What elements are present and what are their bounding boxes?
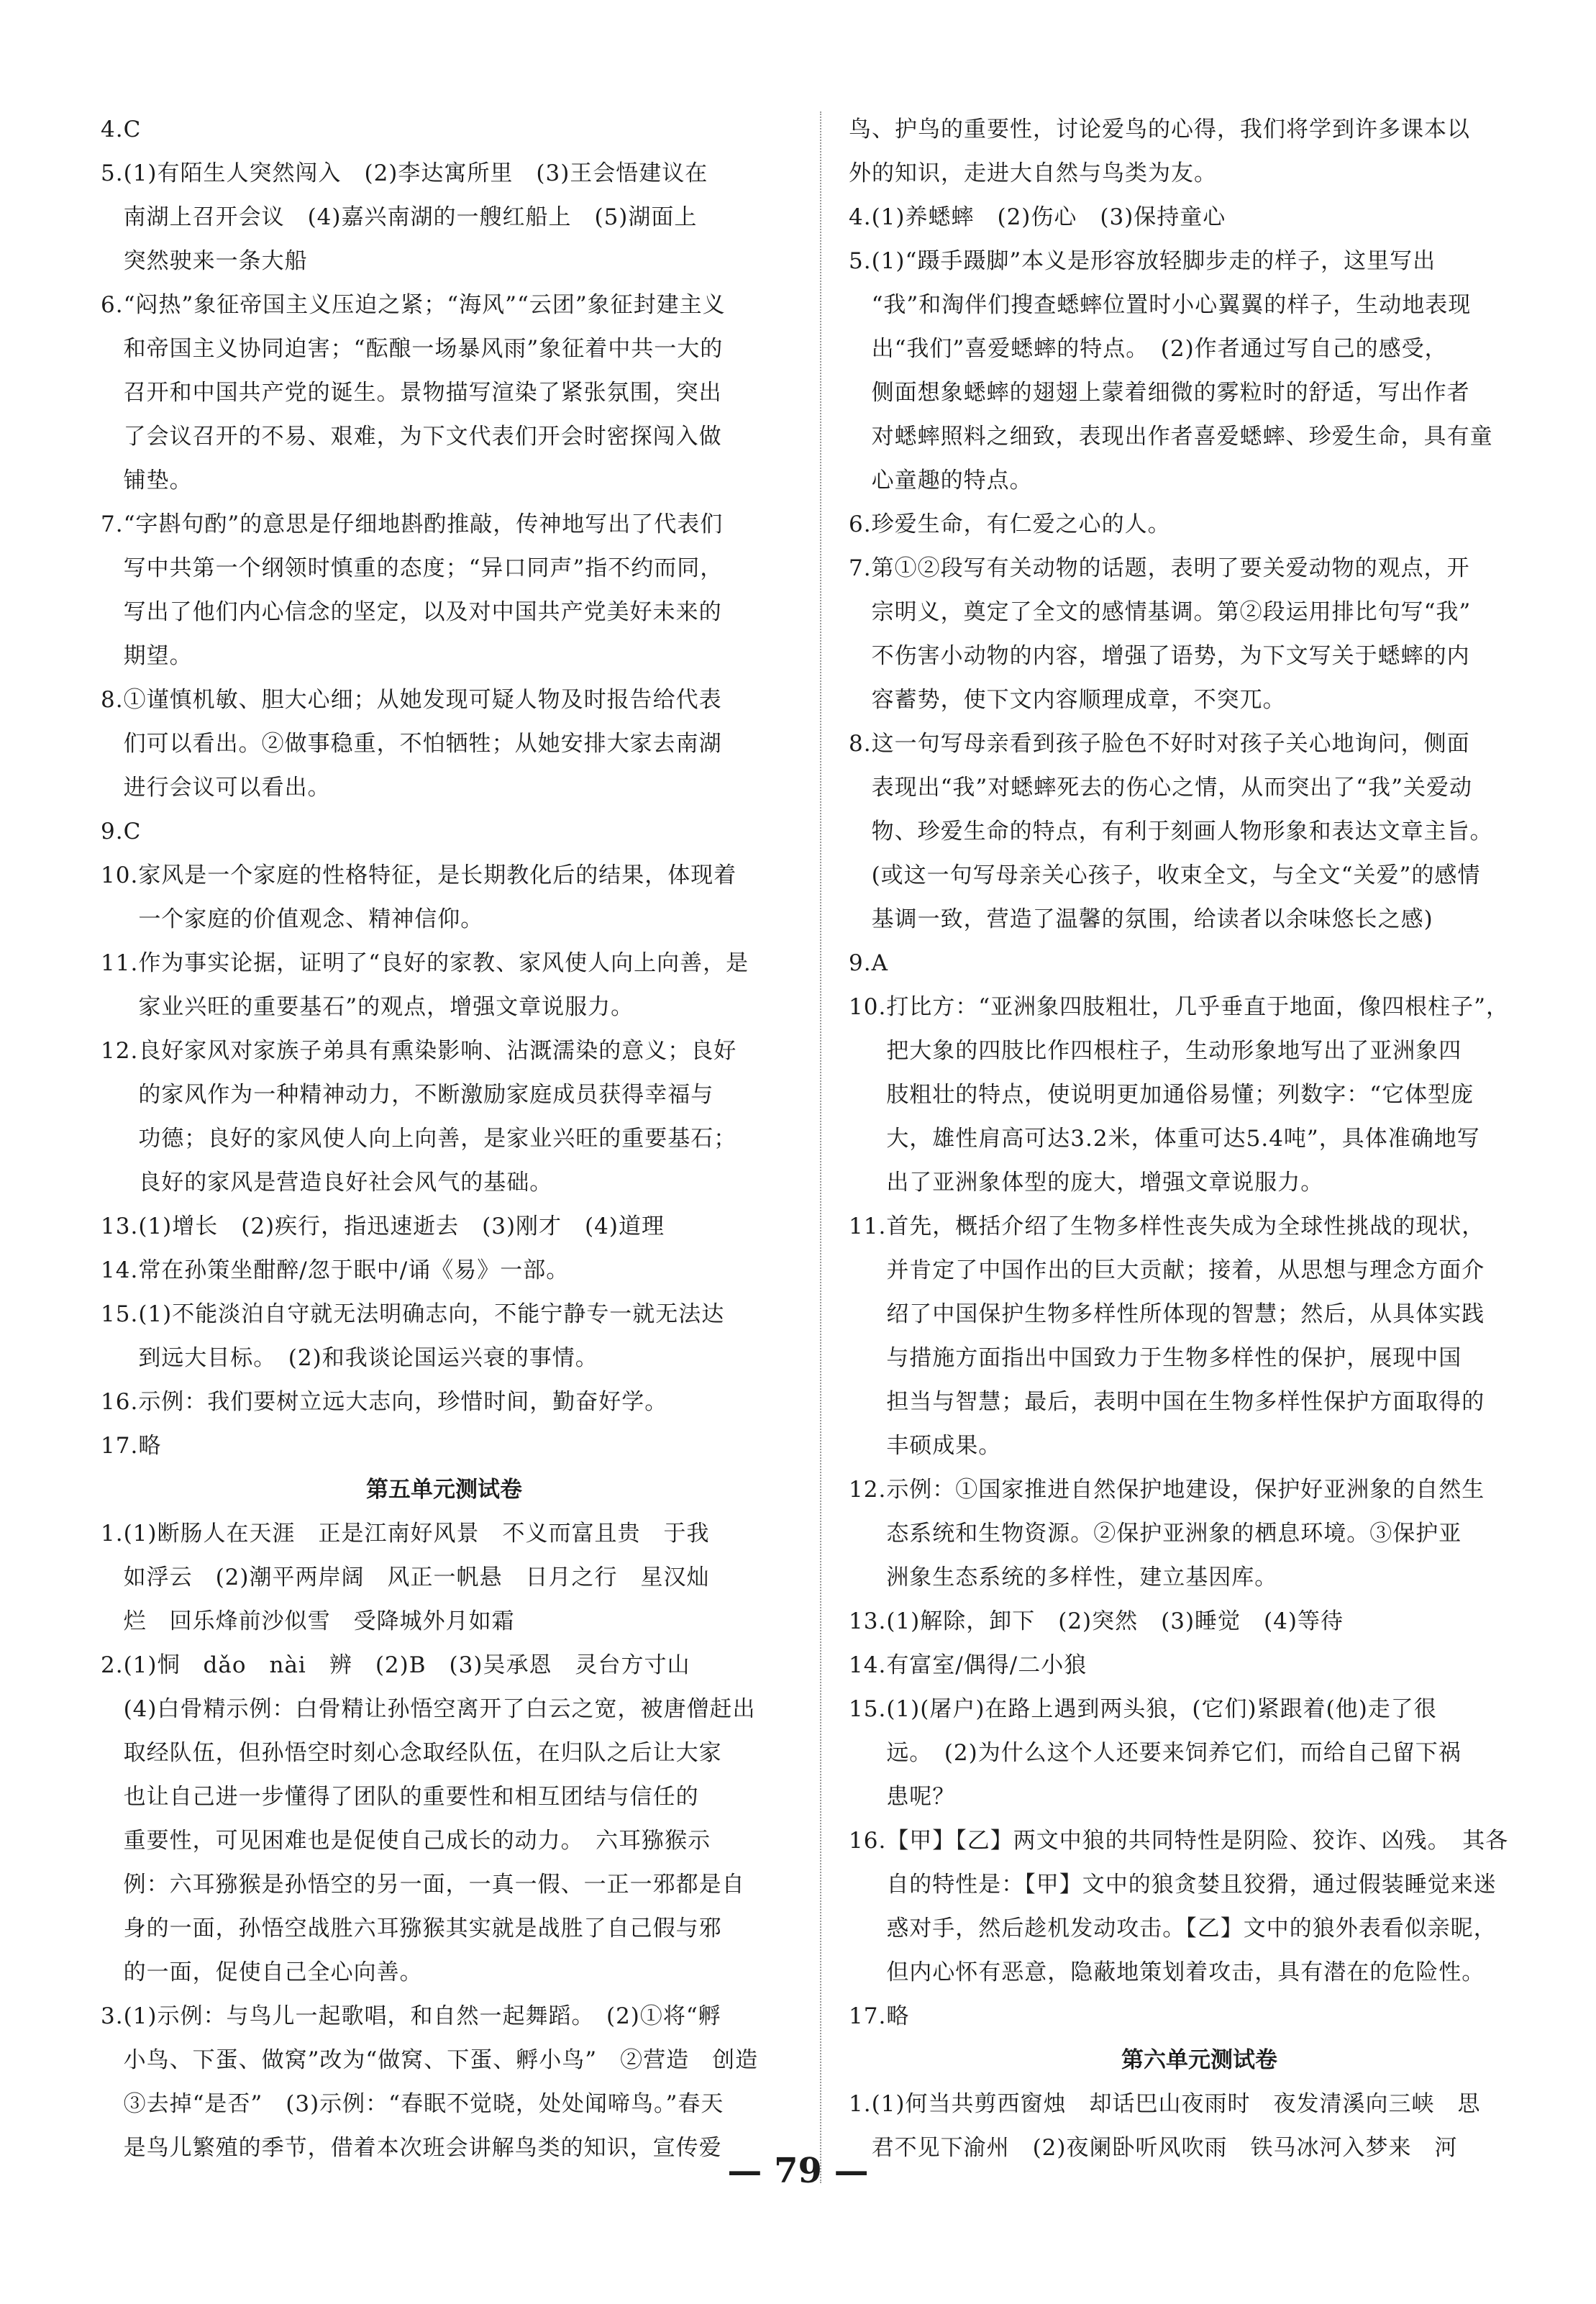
answer-line: ③去掉“是否” (3)示例：“春眠不觉晓，处处闻啼鸟。”春天 [123, 2091, 724, 2117]
answer-line: 南湖上召开会议 (4)嘉兴南湖的一艘红船上 (5)湖面上 [123, 204, 698, 230]
answer-line: 一个家庭的价值观念、精神信仰。 [138, 906, 484, 932]
answer-line: (1)有陌生人突然闯入 (2)李达寓所里 (3)王会悟建议在 [123, 160, 708, 186]
answer-number: 10. [849, 994, 887, 1020]
answer-item [101, 810, 788, 854]
answer-number: 14. [101, 1257, 139, 1283]
answer-line: 铺垫。 [123, 468, 193, 493]
right-column [849, 108, 1550, 2170]
answer-line: 侧面想象蟋蟀的翅翅上蒙着细微的雾粒时的舒适，写出作者 [871, 380, 1470, 406]
answer-number: 4. [101, 117, 124, 142]
answer-item [101, 1205, 788, 1249]
answer-line: 洲象生态系统的多样性，建立基因库。 [886, 1565, 1278, 1590]
answer-number: 6. [101, 292, 124, 318]
answer-line: 君不见下渝州 (2)夜阑卧听风吹雨 铁马冰河入梦来 河 [871, 2135, 1458, 2161]
answer-line: 良好的家风是营造良好社会风气的基础。 [138, 1170, 553, 1196]
answer-line: ①谨慎机敏、胆大心细；从她发现可疑人物及时报告给代表 [123, 687, 722, 713]
answer-line: 写出了他们内心信念的坚定，以及对中国共产党美好未来的 [123, 599, 722, 625]
answer-number: 17. [849, 2003, 887, 2029]
answer-line: 鸟、护鸟的重要性，讨论爱鸟的心得，我们将学到许多课本以 [849, 117, 1470, 142]
answer-item [849, 1688, 1550, 1819]
answer-item [101, 1380, 788, 1424]
answer-item [849, 1995, 1550, 2039]
section-heading: 第五单元测试卷 [366, 1477, 522, 1503]
answer-item [849, 1205, 1550, 1468]
answer-number: 10. [101, 862, 139, 888]
answer-number: 12. [101, 1038, 139, 1064]
answer-item [101, 152, 788, 283]
answer-line: 例：六耳猕猴是孙悟空的另一面，一真一假、一正一邪都是自 [123, 1872, 745, 1898]
answer-item [849, 1819, 1550, 1995]
answer-item [849, 108, 1550, 196]
answer-line: 的家风作为一种精神动力，不断激励家庭成员获得幸福与 [138, 1082, 714, 1108]
answer-item [849, 1600, 1550, 1644]
answer-item [101, 1424, 788, 1468]
answer-line: 并肯定了中国作出的巨大贡献；接着，从思想与理念方面介 [886, 1257, 1485, 1283]
answer-line: 有富室/偶得/二小狼 [886, 1652, 1087, 1678]
answer-line: “闷热”象征帝国主义压迫之紧；“海风”“云团”象征封建主义 [123, 292, 726, 318]
answer-line: 和帝国主义协同迫害；“酝酿一场暴风雨”象征着中共一大的 [123, 336, 724, 362]
answer-line: “我”和淘伴们搜查蟋蟀位置时小心翼翼的样子，生动地表现 [871, 292, 1472, 318]
section-heading: 第六单元测试卷 [1121, 2047, 1277, 2073]
answer-number: 5. [849, 248, 872, 274]
answer-number: 12. [849, 1477, 887, 1503]
answer-line: 但内心怀有恶意，隐蔽地策划着攻击，具有潜在的危险性。 [886, 1959, 1485, 1985]
answer-line: A [871, 950, 888, 976]
answer-line: 自的特性是：【甲】文中的狼贪婪且狡猾，通过假装睡觉来迷 [886, 1872, 1497, 1898]
answer-line: 突然驶来一条大船 [123, 248, 308, 274]
answer-item [101, 942, 788, 1029]
answer-line: (1)示例：与鸟儿一起歌唱，和自然一起舞蹈。 (2)①将“孵 [123, 2003, 721, 2029]
answer-item [101, 1512, 788, 1644]
answer-line: 惑对手，然后趁机发动攻击。【乙】文中的狼外表看似亲昵， [886, 1916, 1497, 1941]
answer-item [101, 1644, 788, 1995]
answer-number: 13. [849, 1608, 887, 1634]
answer-item [101, 1293, 788, 1380]
answer-line: 对蟋蟀照料之细致，表现出作者喜爱蟋蟀、珍爱生命，具有童 [871, 424, 1493, 450]
answer-line: 取经队伍，但孙悟空时刻心念取经队伍，在归队之后让大家 [123, 1740, 722, 1766]
answer-line: (4)白骨精示例：白骨精让孙悟空离开了白云之宽，被唐僧赶出 [123, 1696, 756, 1722]
answer-number: 7. [849, 555, 872, 581]
answer-number: 4. [849, 204, 872, 230]
answer-line: 了会议召开的不易、艰难，为下文代表们开会时密探闯入做 [123, 424, 722, 450]
answer-number: 9. [849, 950, 872, 976]
answer-line: 略 [138, 1433, 162, 1459]
page-number: — 79 — [727, 2151, 869, 2191]
answer-item [849, 547, 1550, 722]
answer-line: 打比方：“亚洲象四肢粗壮，几乎垂直于地面，像四根柱子”， [886, 994, 1510, 1020]
answer-line: 态系统和生物资源。②保护亚洲象的栖息环境。③保护亚 [886, 1521, 1462, 1547]
answer-line: 烂 回乐烽前沙似雪 受降城外月如霜 [123, 1608, 515, 1634]
answer-line: 丰硕成果。 [886, 1433, 1002, 1459]
answer-line: 【甲】【乙】两文中狼的共同特性是阴险、狡诈、凶残。 其各 [886, 1828, 1509, 1854]
answer-item [101, 283, 788, 503]
answer-number: 1. [101, 1521, 124, 1547]
answer-item [101, 1995, 788, 2170]
answer-number: 6. [849, 511, 872, 537]
answer-line: 远。 (2)为什么这个人还要来饲养它们，而给自己留下祸 [886, 1740, 1462, 1766]
answer-number: 15. [101, 1301, 139, 1327]
answer-item [849, 196, 1550, 240]
answer-line: 良好家风对家族子弟具有熏染影响、沾溉濡染的意义；良好 [138, 1038, 737, 1064]
answer-line: 出“我们”喜爱蟋蟀的特点。 (2)作者通过写自己的感受， [871, 336, 1448, 362]
answer-line: 功德；良好的家风使人向上向善，是家业兴旺的重要基石； [138, 1126, 737, 1152]
answer-item [849, 1644, 1550, 1688]
left-column [101, 108, 788, 2170]
answer-line: 略 [886, 2003, 910, 2029]
answer-number: 11. [101, 950, 139, 976]
answer-line: 召开和中国共产党的诞生。景物描写渲染了紧张氛围，突出 [123, 380, 722, 406]
answer-item [101, 503, 788, 678]
answer-line: 家风是一个家庭的性格特征，是长期教化后的结果，体现着 [138, 862, 737, 888]
answer-line: 小鸟、下蛋、做窝”改为“做窝、下蛋、孵小鸟” ②营造 创造 [123, 2047, 759, 2073]
answer-line: 写中共第一个纲领时慎重的态度；“异口同声”指不约而同， [123, 555, 724, 581]
answer-number: 3. [101, 2003, 124, 2029]
answer-line: (1)何当共剪西窗烛 却话巴山夜雨时 夜发清溪向三峡 思 [871, 2091, 1481, 2117]
answer-item [101, 108, 788, 152]
answer-number: 1. [849, 2091, 872, 2117]
answer-line: 心童趣的特点。 [871, 468, 1033, 493]
answer-line: (1)养蟋蟀 (2)伤心 (3)保持童心 [871, 204, 1226, 230]
answer-number: 15. [849, 1696, 887, 1722]
answer-line: 外的知识，走进大自然与鸟类为友。 [849, 160, 1217, 186]
answer-line: (1)解除，卸下 (2)突然 (3)睡觉 (4)等待 [886, 1608, 1344, 1634]
answer-line: 作为事实论据，证明了“良好的家教、家风使人向上向善，是 [138, 950, 749, 976]
answer-line: 身的一面，孙悟空战胜六耳猕猴其实就是战胜了自己假与邪 [123, 1916, 722, 1941]
answer-line: C [123, 819, 142, 844]
answer-line: 重要性，可见困难也是促使自己成长的动力。 六耳猕猴示 [123, 1828, 711, 1854]
answer-item [101, 1249, 788, 1293]
answer-number: 8. [849, 731, 872, 757]
answer-number: 16. [101, 1389, 139, 1415]
answer-line: 表现出“我”对蟋蟀死去的伤心之情，从而突出了“我”关爱动 [871, 775, 1472, 801]
answer-item [849, 503, 1550, 547]
answer-item [101, 1029, 788, 1205]
answer-line: 把大象的四肢比作四根柱子，生动形象地写出了亚洲象四 [886, 1038, 1462, 1064]
answer-line: 绍了中国保护生物多样性所体现的智慧；然后，从具体实践 [886, 1301, 1485, 1327]
answer-item [849, 942, 1550, 985]
answer-line: (1)增长 (2)疾行，指迅速逝去 (3)刚才 (4)道理 [138, 1214, 665, 1239]
answer-line: 珍爱生命，有仁爱之心的人。 [871, 511, 1171, 537]
answer-line: 物、珍爱生命的特点，有利于刻画人物形象和表达文章主旨。 [871, 819, 1493, 844]
answer-line: (1)“蹑手蹑脚”本义是形容放轻脚步走的样子，这里写出 [871, 248, 1436, 274]
answer-item [849, 985, 1550, 1205]
answer-line: 这一句写母亲看到孩子脸色不好时对孩子关心地询问，侧面 [871, 731, 1470, 757]
answer-line: 常在孙策坐酣醉/忽于眠中/诵《易》一部。 [138, 1257, 570, 1283]
answer-line: 出了亚洲象体型的庞大，增强文章说服力。 [886, 1170, 1324, 1196]
answer-number: 5. [101, 160, 124, 186]
answer-line: 大，雄性肩高可达3.2米，体重可达5.4吨”，具体准确地写 [886, 1126, 1480, 1152]
answer-number: 11. [849, 1214, 887, 1239]
answer-line: 与措施方面指出中国致力于生物多样性的保护，展现中国 [886, 1345, 1462, 1371]
answer-line: “字斟句酌”的意思是仔细地斟酌推敲，传神地写出了代表们 [123, 511, 724, 537]
answer-line: 期望。 [123, 643, 193, 669]
answer-line: 到远大目标。 (2)和我谈论国运兴衰的事情。 [138, 1345, 598, 1371]
answer-line: 首先，概括介绍了生物多样性丧失成为全球性挑战的现状， [886, 1214, 1485, 1239]
answer-line: 宗明义，奠定了全文的感情基调。第②段运用排比句写“我” [871, 599, 1472, 625]
answer-item [849, 240, 1550, 503]
answer-line: C [123, 117, 142, 142]
answer-line: 第①②段写有关动物的话题，表明了要关爱动物的观点，开 [871, 555, 1470, 581]
answer-line: (1)不能淡泊自守就无法明确志向，不能宁静专一就无法达 [138, 1301, 725, 1327]
answer-item [101, 678, 788, 810]
answer-number: 2. [101, 1652, 124, 1678]
answer-line: 家业兴旺的重要基石”的观点，增强文章说服力。 [138, 994, 634, 1020]
answer-line: 患呢？ [886, 1784, 956, 1810]
answer-line: 容蓄势，使下文内容顺理成章，不突兀。 [871, 687, 1286, 713]
answer-line: 担当与智慧；最后，表明中国在生物多样性保护方面取得的 [886, 1389, 1485, 1415]
answer-number: 8. [101, 687, 124, 713]
answer-number: 13. [101, 1214, 139, 1239]
answer-line: (或这一句写母亲关心孩子，收束全文，与全文“关爱”的感情 [871, 862, 1481, 888]
answer-line: (1)恫 dǎo nài 辨 (2)B (3)吴承恩 灵台方寸山 [123, 1652, 690, 1678]
answer-line: 不伤害小动物的内容，增强了语势，为下文写关于蟋蟀的内 [871, 643, 1470, 669]
answer-line: 的一面，促使自己全心向善。 [123, 1959, 423, 1985]
answer-line: 示例：我们要树立远大志向，珍惜时间，勤奋好学。 [138, 1389, 668, 1415]
answer-item [101, 854, 788, 942]
answer-number: 14. [849, 1652, 887, 1678]
answer-line: (1)断肠人在天涯 正是江南好风景 不义而富且贵 于我 [123, 1521, 710, 1547]
answer-number: 7. [101, 511, 124, 537]
column-divider [820, 111, 821, 2183]
answer-line: 们可以看出。②做事稳重，不怕牺牲；从她安排大家去南湖 [123, 731, 722, 757]
answer-line: 示例：①国家推进自然保护地建设，保护好亚洲象的自然生 [886, 1477, 1485, 1503]
answer-line: 进行会议可以看出。 [123, 775, 331, 801]
answer-number: 9. [101, 819, 124, 844]
answer-line: 也让自己进一步懂得了团队的重要性和相互团结与信任的 [123, 1784, 699, 1810]
answer-line: (1)(屠户)在路上遇到两头狼，(它们)紧跟着(他)走了很 [886, 1696, 1437, 1722]
answer-line: 肢粗壮的特点，使说明更加通俗易懂；列数字：“它体型庞 [886, 1082, 1474, 1108]
answer-item [849, 722, 1550, 942]
answer-line: 基调一致，营造了温馨的氛围，给读者以余味悠长之感) [871, 906, 1433, 932]
answer-line: 如浮云 (2)潮平两岸阔 风正一帆悬 日月之行 星汉灿 [123, 1565, 710, 1590]
answer-item [849, 1468, 1550, 1600]
answer-line: 是鸟儿繁殖的季节，借着本次班会讲解鸟类的知识，宣传爱 [123, 2135, 722, 2161]
answer-number: 16. [849, 1828, 887, 1854]
answer-number: 17. [101, 1433, 139, 1459]
